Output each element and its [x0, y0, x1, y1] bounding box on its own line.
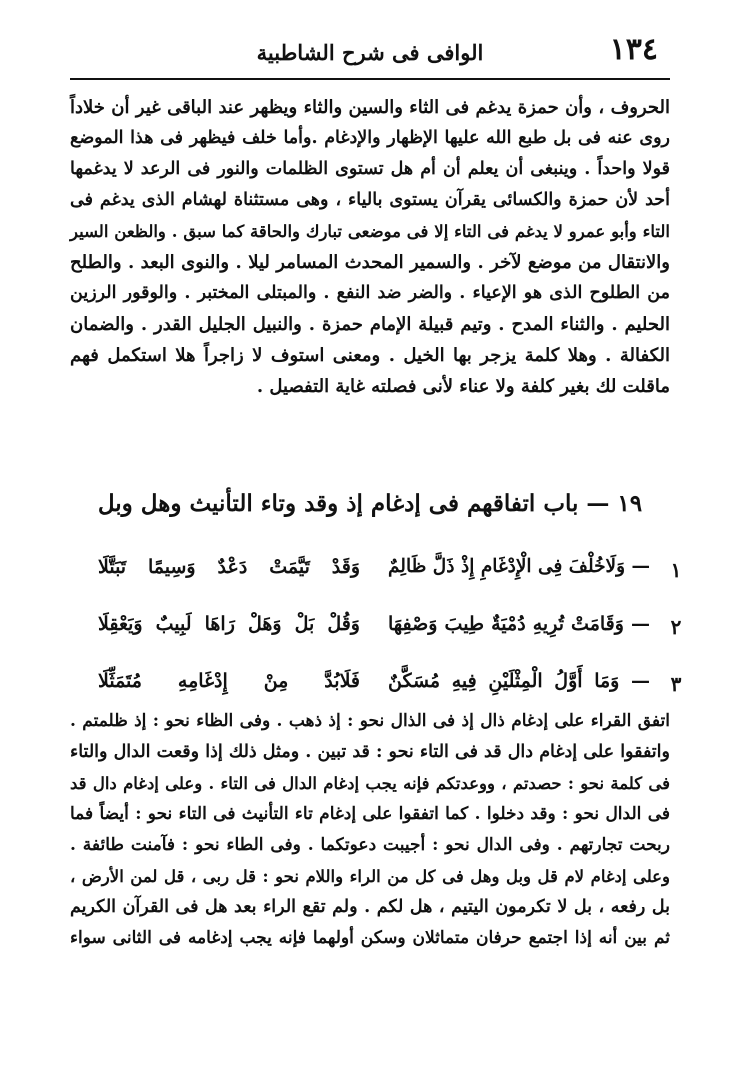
text-line: فى كلمة نحو : حصدتم ، ووعدتكم فإنه يجب إدغام الدال فى التاء . وعلى إدغام دال قد	[70, 774, 670, 793]
verse-block	[90, 540, 690, 711]
commentary-bottom	[70, 706, 670, 954]
verse-first-hemistich: — وَمَا أَوَّلُ الْمِثْلَيْنِ فِيهِ مُسَكَّنٌ	[388, 670, 650, 692]
verse-first-hemistich: — وَقَامَتْ تُرِيهِ دُمْيَةٌ طِيبَ وَصْفِهَا	[388, 613, 650, 635]
verse-line	[90, 654, 690, 711]
text-line: التاء وأبو عمرو لا يدغم فى التاء إلا فى موضعى تبارك والحاقة كما سبق . والظعن السير	[70, 222, 670, 241]
page-header	[70, 30, 670, 80]
chapter-title: ١٩ — باب اتفاقهم فى إدغام إذ وقد وتاء التأنيث وهل وبل	[97, 490, 643, 517]
verse-second-hemistich: فَلَابُدَّ مِنْ إِدْغَامِهِ مُتَمَثِّلَا	[98, 670, 360, 692]
text-line: ثم بين أنه إذا اجتمع حرفان متماثلان وسكن أولهما فإنه يجب إدغامه فى الثانى سواء	[70, 928, 670, 948]
text-line: بل رفعه ، بل لا تكرمون اليتيم ، هل لكم . ولم تقع الراء بعد هل فى القرآن الكريم	[70, 897, 670, 917]
commentary-top	[70, 92, 670, 402]
text-line: والانتقال من موضع لآخر . والسمير المحدث المسامر ليلا . والنوى البعد . والطلح	[70, 252, 670, 273]
text-line: من الطلوح الذى هو الإعياء . والضر ضد النفع . والمبتلى المختبر . والوقور الرزين	[70, 283, 670, 303]
text-line: الحليم . والثناء المدح . وتيم قبيلة الإمام حمزة . والنبيل الجليل القدر . والضمان	[70, 314, 670, 335]
verse-first-hemistich: — وَلَاخُلْفَ فِى الْإِدْغَامِ إِذْ ذَلَّ ظَالِمٌ	[388, 556, 650, 577]
text-line: الكفالة . وهلا كلمة يزجر بها الخيل . ومعنى استوف لا زاجراً هلا استكمل فهم	[70, 345, 670, 366]
text-line: واتفقوا على إدغام دال قد فى التاء نحو : قد تبين . ومثل ذلك إذا وقعت الدال والتاء	[70, 742, 670, 762]
text-line: قولا واحداً . وينبغى أن يعلم أن أم هل تستوى الظلمات والنور فى الرعد لا يدغمها	[70, 159, 670, 179]
text-line: ماقلت لك بغير كلفة ولا عناء لأنى فصلته غاية التفصيل .	[256, 376, 670, 397]
page-number: ١٣٤	[609, 32, 658, 67]
text-line: أحد لأن حمزة والكسائى يقرآن يستوى بالياء ، وهى مستثناة لهشام الذى يدغم فى	[70, 190, 670, 210]
verse-number: ٢	[670, 615, 682, 639]
running-title: الوافى فى شرح الشاطبية	[256, 40, 484, 65]
verse-second-hemistich: وَقُلْ بَلْ وَهَلْ رَاهَا لَبِيبٌ وَيَعْقِلَا	[98, 613, 360, 635]
text-line: فى الدال نحو : وقد دخلوا . كما اتفقوا على إدغام تاء التأنيث فى التاء نحو : أيضاً فما	[70, 804, 670, 824]
verse-number: ٣	[670, 672, 682, 696]
verse-line	[90, 597, 690, 654]
verse-line	[90, 540, 690, 597]
text-line: وعلى إدغام لام قل وبل وهل فى كل من الراء واللام نحو : قل ربى ، قل لمن الأرض ،	[70, 867, 670, 886]
text-line: روى عنه فى بل طبع الله عليها الإظهار والإدغام .وأما خلف فيظهر فى هذا الموضع	[70, 128, 670, 148]
verse-number: ١	[670, 558, 682, 582]
verse-second-hemistich: وَقَدْ تَيَّمَتْ دَعْدٌ وَسِيمًا تَبَتَّلَا	[98, 556, 360, 578]
text-line: ربحت تجارتهم . وفى الدال نحو : أجيبت دعوتكما . وفى الطاء نحو : فآمنت طائفة .	[70, 835, 670, 855]
text-line: الحروف ، وأن حمزة يدغم فى الثاء والسين والثاء ويظهر عند الباقى غير أن خلاداً	[70, 97, 670, 118]
text-line: اتفق القراء على إدغام ذال إذ فى الذال نحو : إذ ذهب . وفى الظاء نحو : إذ ظلمتم .	[70, 711, 670, 731]
